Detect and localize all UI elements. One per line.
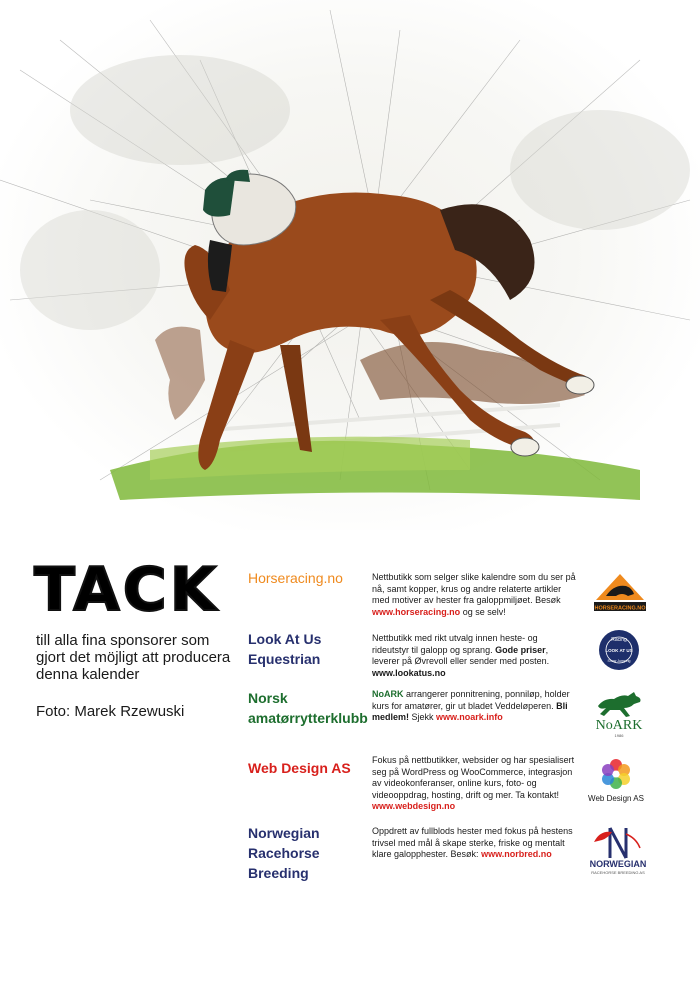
link-webdesign[interactable]: www.webdesign.no [372,801,456,812]
link-horseracing[interactable]: www.horseracing.no [372,606,461,617]
desc-text: Oppdrett av fullblods hester med fokus på hestens trivsel med mål å skape sterke, friske og mentalt klare galopphester. Besøk: [372,826,573,860]
noark-horse-icon [590,684,648,740]
logo-label: Racing [611,637,627,643]
sponsor-desc-lookatus [372,633,577,679]
sponsor-desc-noark [372,689,577,724]
sponsor-desc-webdesign [372,755,577,813]
logo-label: LOOK AT US [605,648,633,653]
link-lookatus[interactable]: www.lookatus.no [372,667,446,678]
desc-text: Nettbutikk med rikt utvalg innen heste- og rideutstyr til galopp og sprang. [372,633,538,655]
sponsor-name-norbred: Norwegian Racehorse Breeding [248,825,320,881]
sponsor-name-webdesign: Web Design AS [248,760,351,776]
sponsor-desc-norbred [372,826,577,861]
logo-label: Web Design AS [588,794,644,803]
desc-text: Sjekk [409,712,437,723]
sponsor-name-lookatus: Look At Us Equestrian [248,631,322,667]
webdesign-flower-icon [584,756,648,806]
link-norbred[interactable]: www.norbred.no [481,849,552,860]
link-noark[interactable]: www.noark.info [436,712,503,723]
sponsor-name-text: Horseracing.no [248,570,343,586]
logo-label: NoARK [595,718,643,733]
logo-sub: 1986 [614,733,624,738]
tack-title [34,555,220,625]
sponsor-desc-horseracing [372,572,577,618]
desc-text: Fokus på nettbutikker, websider og har spesialisert seg på WordPress og WooCommerce, integrasjon av videokonferanser, online kurs, foto- og videooppdrag, hosting, drift og mer. Ta kontakt! [372,755,575,800]
thanks-text: till alla fina sponsorer som gjort det möjligt att producera denna kalender [36,632,231,683]
sponsor-name-horseracing [248,568,366,588]
desc-text: , leverer på Øvrevoll eller sender med posten. [372,644,550,667]
logo-label: HORSERACING.NO [594,605,646,612]
desc-text: Nettbutikk som selger slike kalendre som du ser på nå, samt kopper, krus og andre relaterte artikler med motiver av hester fra galoppmiljøet. Besøk [372,572,576,606]
photo-credit: Foto: Marek Rzewuski [36,703,185,720]
desc-bold: Gode priser [495,644,546,655]
desc-text: og se selv! [460,606,506,617]
desc-green: NoARK [372,689,404,699]
sponsor-name-noark: Norsk amatørrytterklubb [248,690,368,726]
norwegian-breeding-logo-icon [580,822,656,878]
lookatus-logo-icon [598,629,640,671]
logo-sub: RACEHORSE BREEDING AS [591,870,645,875]
desc-bold: Bli medlem! [372,700,568,723]
logo-label: NORWEGIAN [589,859,647,869]
horseracing-logo-icon [590,570,650,616]
logo-label: Show Jumping [607,659,631,663]
desc-text: arrangerer ponnitrening, ponniløp, holder kurs for amatører, gir ut bladet Veddeløperen. [372,689,570,711]
tack-title-text: TACK [34,555,220,625]
